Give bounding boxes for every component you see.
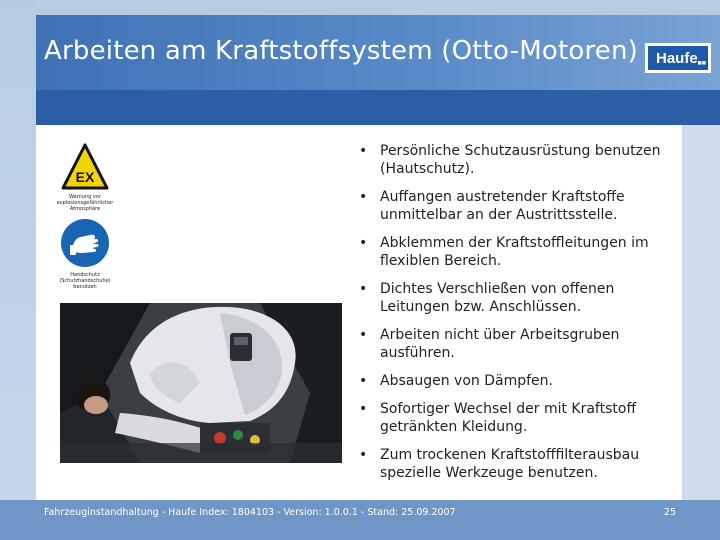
bullet-dot: • [359, 189, 368, 205]
bullet-dot: • [359, 327, 368, 343]
wear-gloves-sign-icon [60, 218, 110, 268]
ex-warning-sign-icon [60, 142, 110, 192]
list-item-text: Arbeiten nicht über Arbeitsgruben ausführen. [380, 327, 620, 361]
background-left-strip [0, 0, 36, 540]
list-item-text: Persönliche Schutzausrüstung benutzen (Hautschutz). [380, 143, 661, 177]
list-item [358, 372, 683, 390]
list-item-text: Sofortiger Wechsel der mit Kraftstoff getränkten Kleidung. [380, 401, 637, 435]
bullet-dot: • [359, 143, 368, 159]
bullet-dot: • [359, 373, 368, 389]
list-item [358, 188, 683, 224]
bullet-dot: • [359, 235, 368, 251]
list-item [358, 400, 683, 436]
background-right-strip [682, 125, 720, 540]
list-item-text: Dichtes Verschließen von offenen Leitungen bzw. Anschlüssen. [380, 281, 615, 315]
slide-title: Arbeiten am Kraftstoffsystem (Otto-Motoren) [44, 36, 638, 66]
header-accent-band [36, 90, 720, 125]
footer-text: Fahrzeuginstandhaltung - Haufe Index: 1804103 - Version: 1.0.0.1 - Stand: 25.09.2007 [44, 507, 456, 518]
ex-sign-text: EX [75, 169, 95, 185]
gloves-sign-label: Handschutz (Schutzhandschuhe) benutzen [59, 272, 111, 290]
list-item-text: Zum trockenen Kraftstofffilterausbau spezielle Werkzeuge benutzen. [380, 447, 640, 481]
bullet-dot: • [359, 447, 368, 463]
list-item-text: Absaugen von Dämpfen. [380, 373, 553, 389]
haufe-logo-box [648, 46, 708, 70]
bullet-dot: • [359, 401, 368, 417]
haufe-logo [645, 43, 711, 73]
haufe-logo-text: Haufe [656, 50, 698, 67]
list-item-text: Auffangen austretender Kraftstoffe unmittelbar an der Austrittsstelle. [380, 189, 625, 223]
list-item [358, 326, 683, 362]
list-item [358, 280, 683, 316]
ex-sign-label: Warnung vor explosionsgefährlicher Atmosphäre [56, 194, 114, 212]
list-item [358, 142, 683, 178]
list-item-text: Abklemmen der Kraftstoffleitungen im flexiblen Bereich. [380, 235, 649, 269]
haufe-logo-mark: ■■ [697, 60, 706, 67]
mechanic-engine-photo [60, 303, 342, 463]
footer-band [0, 500, 720, 540]
list-item [358, 446, 683, 482]
list-item [358, 234, 683, 270]
bullet-list [358, 142, 683, 492]
bullet-dot: • [359, 281, 368, 297]
page-number: 25 [663, 507, 676, 518]
